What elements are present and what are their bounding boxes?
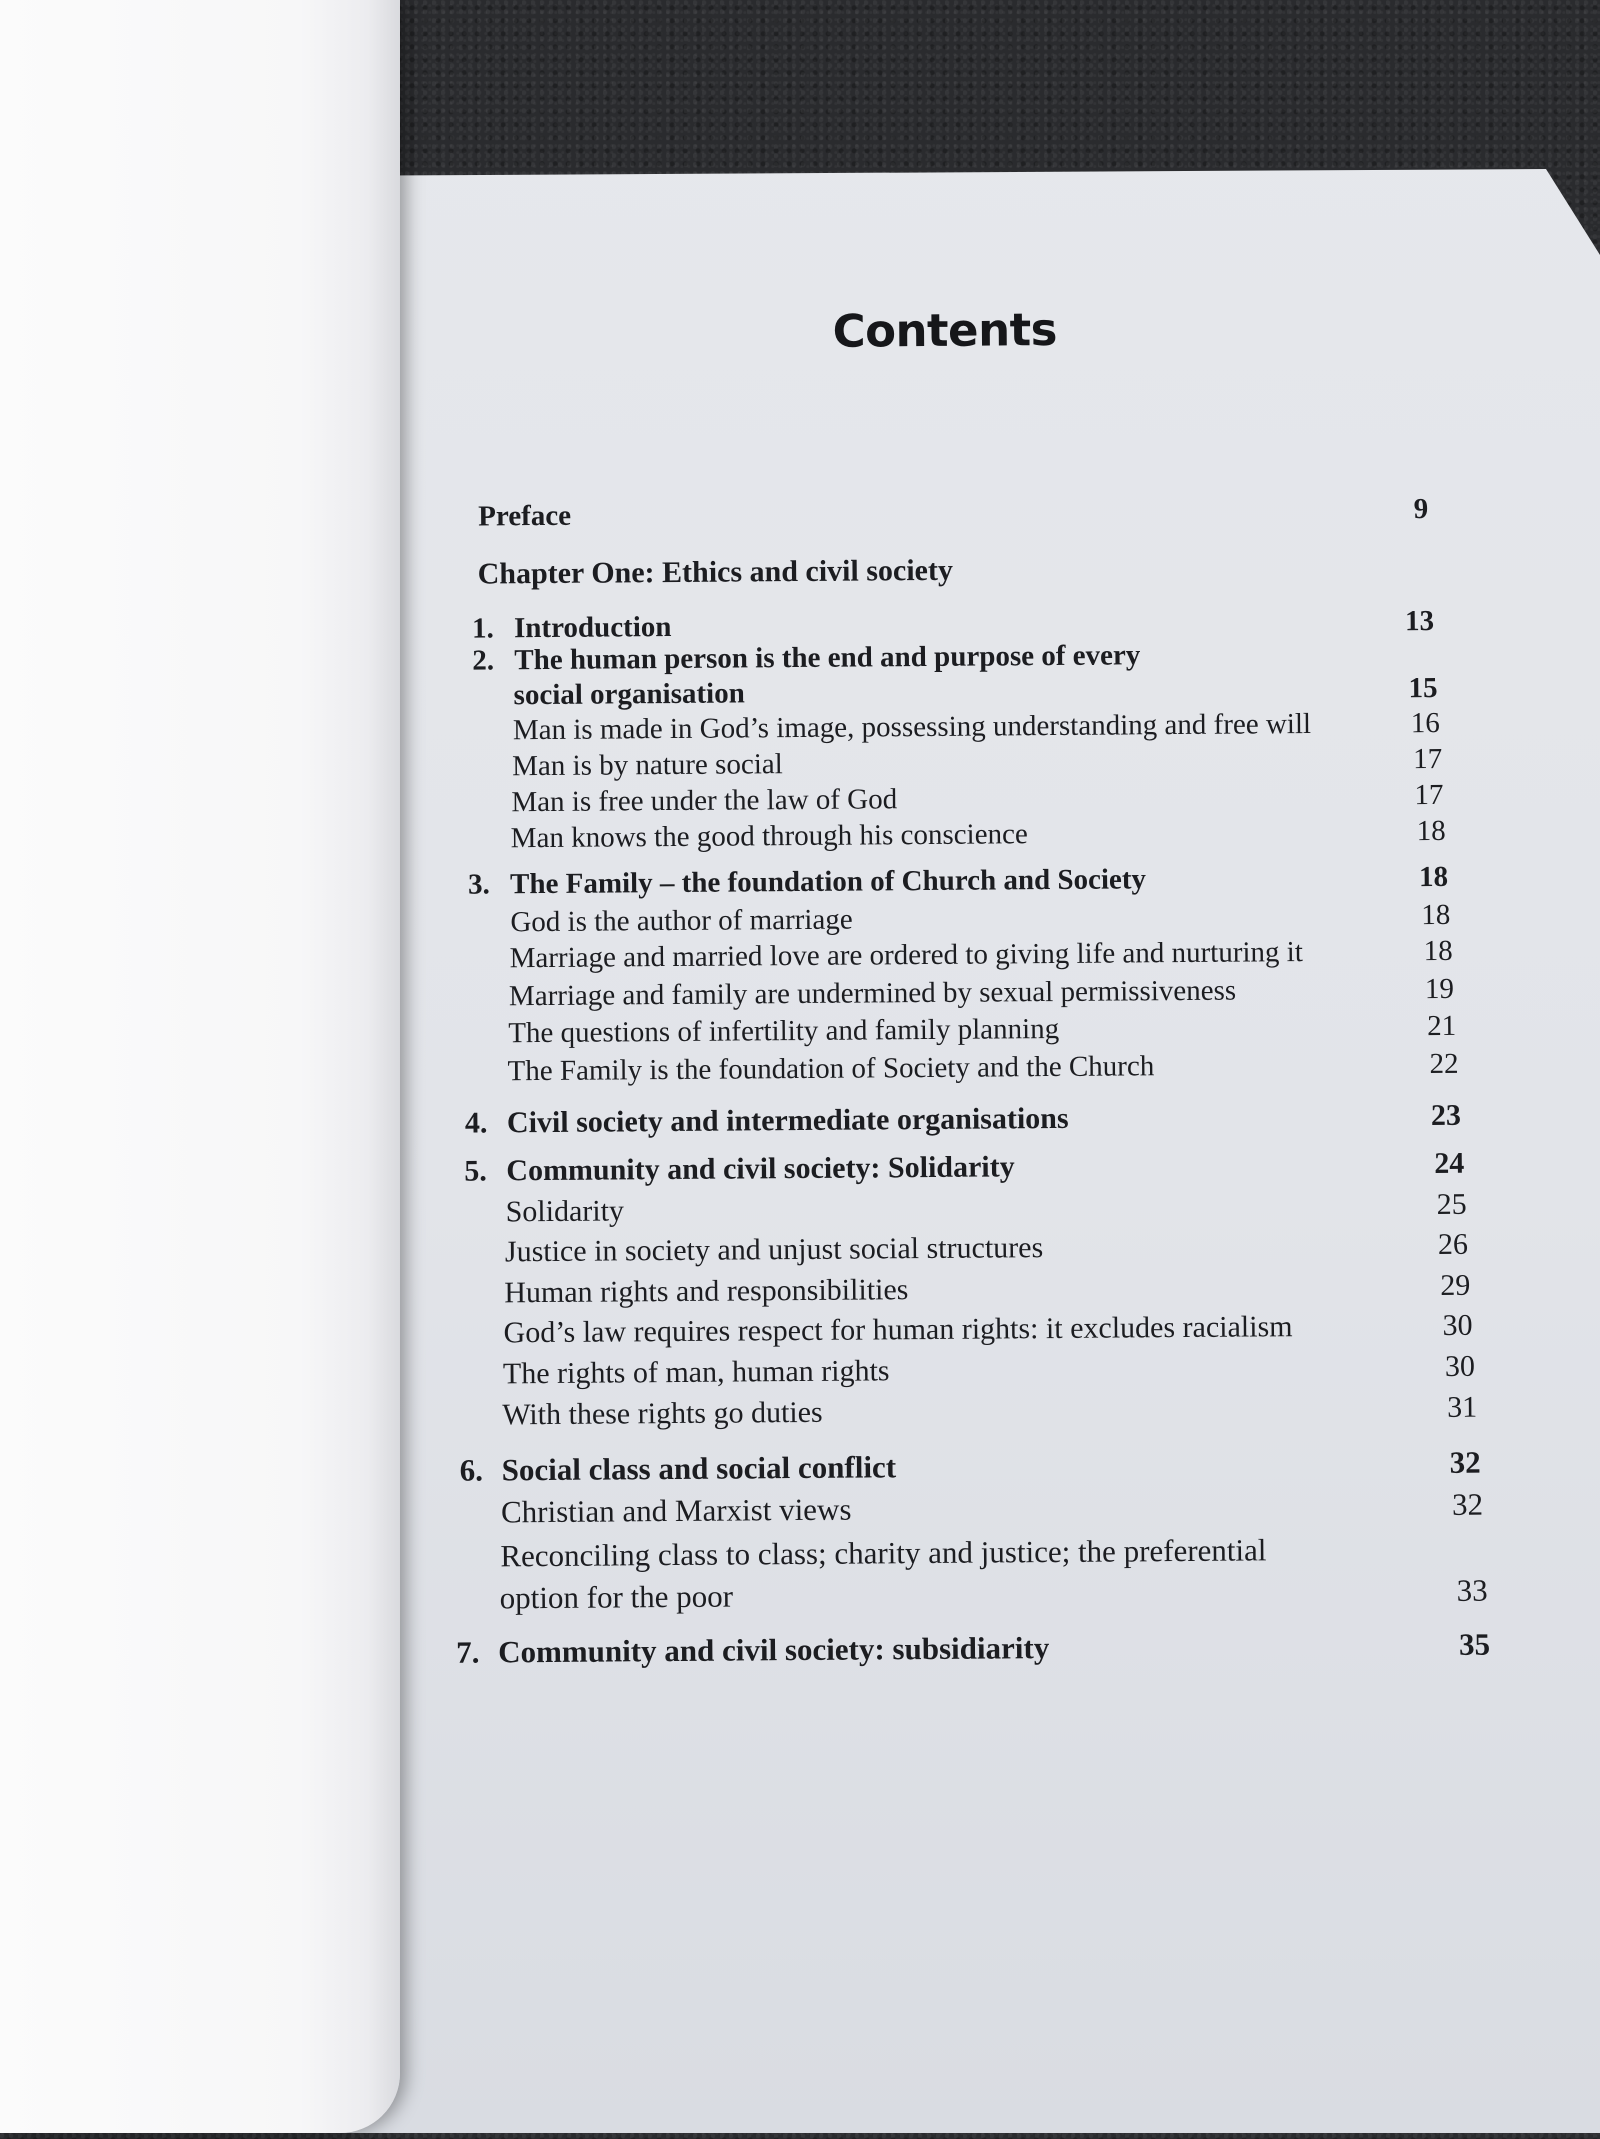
toc-entry-title: Marriage and family are undermined by sexual permissiveness xyxy=(508,974,1237,1013)
toc-entry-title: The Family is the foundation of Society and the Church xyxy=(507,1050,1155,1088)
page-title: Contents xyxy=(832,302,1058,358)
toc-entry-page: 9 xyxy=(1413,493,1429,526)
toc-entry xyxy=(1,1098,1600,1151)
toc-entry-page: 31 xyxy=(1447,1390,1478,1424)
toc-entry-title: The human person is the end and purpose of every xyxy=(514,639,1141,677)
toc-entry-page: 23 xyxy=(1430,1098,1462,1133)
toc-entry-number: 5. xyxy=(464,1154,487,1188)
toc-entry-number: 1. xyxy=(471,612,494,645)
toc-entry-page: 17 xyxy=(1414,778,1444,812)
toc-entry-title: God is the author of marriage xyxy=(510,903,853,939)
toc-entry-title: Solidarity xyxy=(505,1194,625,1229)
toc-entry-page: 26 xyxy=(1437,1227,1469,1261)
toc-entry-title: Human rights and responsibilities xyxy=(504,1273,909,1310)
toc-entry-title: Social class and social conflict xyxy=(501,1449,897,1488)
toc-entry-page: 33 xyxy=(1456,1572,1488,1608)
toc-entry-page: 25 xyxy=(1436,1187,1467,1222)
toc-entry-title: Introduction xyxy=(513,610,672,645)
toc-entry-page: 18 xyxy=(1423,934,1453,968)
toc-entry-title: Chapter One: Ethics and civil society xyxy=(477,553,954,591)
toc-entry-title: Marriage and married love are ordered to giving life and nurturing it xyxy=(509,936,1303,975)
toc-entry xyxy=(0,549,1597,602)
toc-entry-title: Christian and Marxist views xyxy=(500,1491,852,1530)
toc-entry-page: 15 xyxy=(1408,671,1438,705)
toc-entry-title: Civil society and intermediate organisations xyxy=(506,1101,1069,1140)
toc-entry-number: 7. xyxy=(455,1634,480,1670)
toc-entry-page: 24 xyxy=(1434,1146,1465,1181)
toc-entry-title: God’s law requires respect for human rights: it excludes racialism xyxy=(503,1310,1293,1350)
toc-entry-page: 18 xyxy=(1418,860,1449,894)
toc-entry-title: Man is free under the law of God xyxy=(511,783,898,819)
toc-entry-title: With these rights go duties xyxy=(502,1395,823,1432)
toc-entry-page: 22 xyxy=(1429,1047,1459,1081)
toc-entry-page: 16 xyxy=(1410,706,1440,740)
toc-entry-page: 32 xyxy=(1449,1444,1481,1480)
toc-entry-page: 30 xyxy=(1442,1308,1473,1342)
toc-entry xyxy=(5,1626,1600,1679)
toc-entry xyxy=(0,492,1596,545)
toc-entry-page: 17 xyxy=(1413,742,1443,776)
toc-entry-title: Justice in society and unjust social structures xyxy=(504,1231,1044,1269)
toc-entry-page: 32 xyxy=(1451,1486,1484,1522)
toc-entry-number: 2. xyxy=(472,644,495,677)
toc-entry-page: 19 xyxy=(1424,972,1455,1006)
toc-entry-page: 29 xyxy=(1440,1268,1471,1302)
toc-entry-number: 6. xyxy=(459,1452,484,1488)
toc-entry-number: 3. xyxy=(467,868,490,901)
toc-entry-title: option for the poor xyxy=(499,1578,734,1616)
toc-entry-title: Man is by nature social xyxy=(512,748,783,783)
toc-entry-title: social organisation xyxy=(513,677,745,712)
toc-entry-page: 18 xyxy=(1421,898,1451,932)
toc-entry-title: Community and civil society: Solidarity xyxy=(506,1150,1015,1188)
toc-entry-title: The rights of man, human rights xyxy=(502,1354,890,1391)
toc-entry-page: 21 xyxy=(1427,1009,1457,1043)
toc-entry-page: 13 xyxy=(1404,605,1435,638)
toc-entry-title: Man is made in God’s image, possessing understanding and free will xyxy=(512,707,1312,747)
toc-entry-title: Community and civil society: subsidiarity xyxy=(497,1630,1050,1670)
toc-entry-page: 18 xyxy=(1416,814,1446,848)
toc-entry-title: Preface xyxy=(478,499,572,533)
toc-entry-title: Man knows the good through his conscience xyxy=(510,818,1028,855)
toc-entry-number: 4. xyxy=(464,1106,488,1140)
toc-entry-page: 30 xyxy=(1444,1349,1476,1383)
toc-entry-page: 35 xyxy=(1458,1626,1491,1662)
toc-entry-title: The questions of infertility and family planning xyxy=(508,1012,1060,1050)
toc-entry-title: The Family – the foundation of Church and Society xyxy=(509,863,1147,901)
toc-entry-title: Reconciling class to class; charity and justice; the preferential xyxy=(500,1532,1267,1574)
